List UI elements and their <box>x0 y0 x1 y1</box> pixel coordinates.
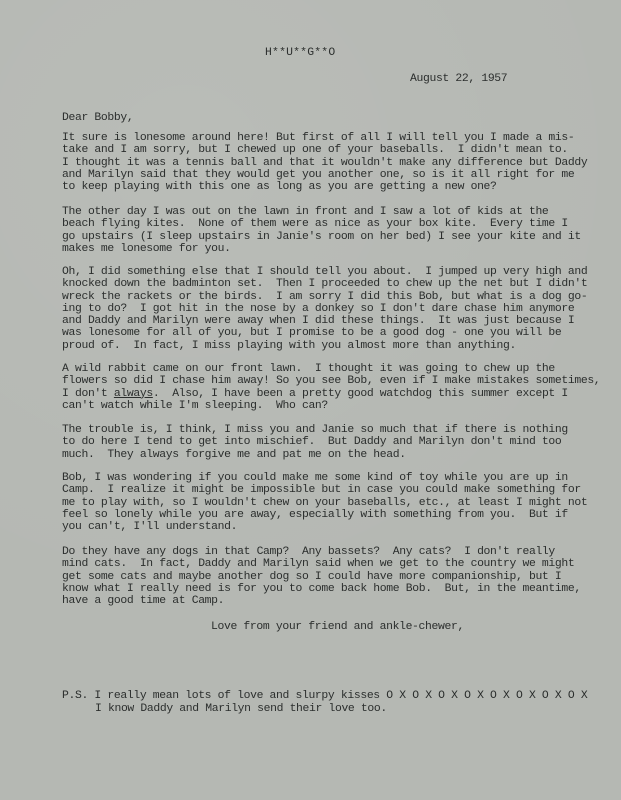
paragraph-line: can't watch while I'm sleeping. Who can? <box>62 399 328 412</box>
paragraph-line: makes me lonesome for you. <box>62 242 231 255</box>
paragraph-line: Do they have any dogs in that Camp? Any bassets? Any cats? I don't really <box>62 546 555 558</box>
paragraph-line: Oh, I did something else that I should tell you about. I jumped up very high and <box>62 266 588 278</box>
underlined-word: always <box>113 387 153 400</box>
paragraph-line: A wild rabbit came on our front lawn. I thought it was going to chew up the <box>62 363 555 375</box>
postscript-line-1: P.S. I really mean lots of love and slurpy kisses O X O X O X O X O X O X O X O X <box>62 690 588 702</box>
paragraph-line: Bob, I was wondering if you could make me some kind of toy while you are up in <box>62 472 568 484</box>
paragraph-line: proud of. In fact, I miss playing with you almost more than anything. <box>62 339 516 352</box>
paragraph-line: flowers so did I chase him away! So you see Bob, even if I make mistakes sometimes, <box>62 375 601 388</box>
paragraph-line: to keep playing with this one as long as you are getting a new one? <box>62 181 497 194</box>
paragraph-1 <box>62 132 588 194</box>
postscript-line-2: I know Daddy and Marilyn send their love too. <box>95 703 387 715</box>
paragraph-line: I thought it was a tennis ball and that it wouldn't make any difference but Daddy <box>62 156 588 169</box>
paragraph-line: mind cats. In fact, Daddy and Marilyn said when we get to the country we might <box>62 558 575 571</box>
closing: Love from your friend and ankle-chewer, <box>211 621 464 633</box>
paragraph-line: much. They always forgive me and pat me on the head. <box>62 448 406 461</box>
salutation: Dear Bobby, <box>62 112 134 124</box>
paragraph-3 <box>62 266 588 352</box>
letter-header: H**U**G**O <box>265 47 336 59</box>
paragraph-line: you can't, I'll understand. <box>62 521 238 534</box>
paragraph-line: beach flying kites. None of them were as nice as your box kite. Every time I <box>62 218 568 231</box>
paragraph-line: go upstairs (I sleep upstairs in Janie's room on her bed) I see your kite and it <box>62 230 581 243</box>
paragraph-line-underlined: I don't always. Also, I have been a pretty good watchdog this summer except I <box>62 387 568 400</box>
paragraph-line: ing to do? I got hit in the nose by a donkey so I don't dare chase him anymore <box>62 302 575 315</box>
paragraph-line: me to play with, so I wouldn't chew on your baseballs, etc., at least I might not <box>62 496 588 509</box>
paragraph-line: was lonesome for all of you, but I promise to be a good dog - one you will be <box>62 327 562 340</box>
letter-date: August 22, 1957 <box>410 73 508 85</box>
paragraph-line: It sure is lonesome around here! But first of all I will tell you I made a mis- <box>62 132 575 144</box>
paragraph-line: The other day I was out on the lawn in front and I saw a lot of kids at the <box>62 206 549 218</box>
paragraph-line: Camp. I realize it might be impossible but in case you could make something for <box>62 484 581 497</box>
paragraph-line: and Daddy and Marilyn were away when I did these things. It was just because I <box>62 315 575 328</box>
paragraph-4 <box>62 363 601 412</box>
paragraph-line: to do here I tend to get into mischief. But Daddy and Marilyn don't mind too <box>62 436 562 449</box>
paragraph-line: and Marilyn said that they would get you another one, so is it all right for me <box>62 168 575 181</box>
paragraph-line: know what I really need is for you to come back home Bob. But, in the meantime, <box>62 582 581 595</box>
paragraph-line: get some cats and maybe another dog so I could have more companionship, but I <box>62 570 562 583</box>
paragraph-5 <box>62 424 582 461</box>
paragraph-7 <box>62 546 582 607</box>
paragraph-line: The trouble is, I think, I miss you and Janie so much that if there is nothing <box>62 424 568 436</box>
paragraph-line: feel so lonely while you are away, especially with something from you. But if <box>62 508 568 521</box>
paragraph-line: take and I am sorry, but I chewed up one of your baseballs. I didn't mean to. <box>62 144 568 157</box>
paragraph-line: knocked down the badminton set. Then I proceeded to chew up the net but I didn't <box>62 278 588 291</box>
paragraph-2 <box>62 206 582 255</box>
paragraph-line: have a good time at Camp. <box>62 595 225 608</box>
paragraph-6 <box>62 472 588 534</box>
paragraph-line: wreck the rackets or the birds. I am sorry I did this Bob, but what is a dog go- <box>62 290 588 303</box>
